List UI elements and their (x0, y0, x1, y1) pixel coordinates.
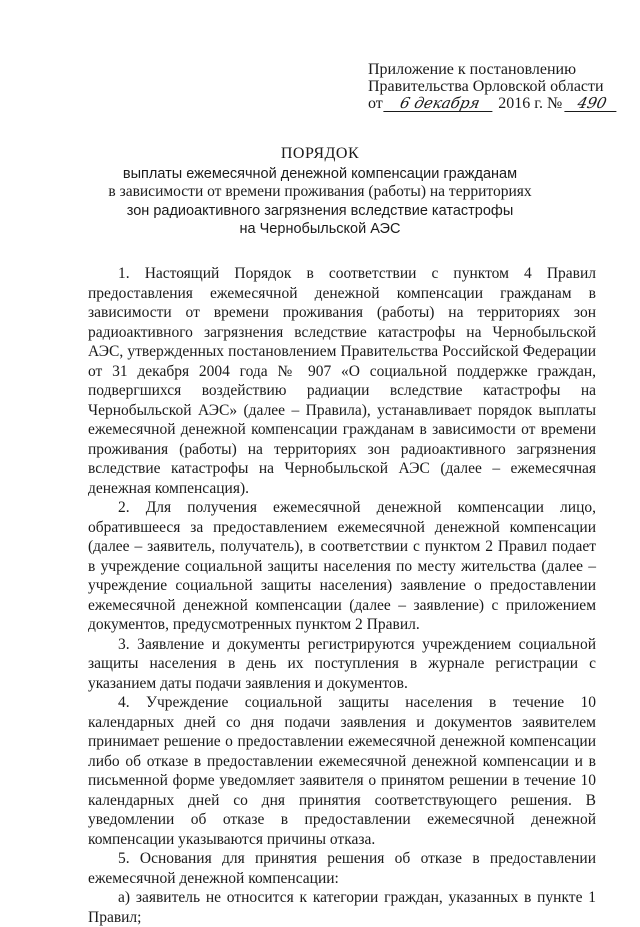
approval-line-2: Правительства Орловской области (368, 78, 604, 95)
document-body (88, 264, 596, 927)
paragraph-5a: а) заявитель не относится к категории граждан, указанных в пункте 1 Правил; (88, 889, 596, 926)
title-heading: ПОРЯДОК (280, 145, 360, 162)
paragraph-5: 5. Основания для принятия решения об отказе в предоставлении ежемесячной денежной компенсации: (88, 850, 596, 887)
approval-date-row (368, 95, 618, 112)
paragraph-1: 1. Настоящий Порядок в соответствии с пунктом 4 Правил предоставления ежемесячной денежной компенсации гражданам в зависимости от времени проживания (работы) на территориях зон радиоактивного загрязнения вследствие катастрофы на Чернобыльской АЭС, утвержденных постановлением Правительства Российской Федерации от 31 декабря 2004 года № 907 «О социальной поддержке граждан, подвергшихся воздействию радиации вследствие катастрофы на Чернобыльской АЭС» (далее – Правила), устанавливает порядок выплаты ежемесячной денежной компенсации гражданам в зависимости от времени проживания (работы) на территориях зон радиоактивного загрязнения вследствие катастрофы на Чернобыльской АЭС (далее – ежемесячная денежная компенсация). (88, 265, 596, 497)
paragraph-2: 2. Для получения ежемесячной денежной компенсации лицо, обратившееся за предоставлением ежемесячной денежной компенсации (далее – заявитель, получатель), в соответствии с пунктом 2 Правил подает в учреждение социальной защиты населения по месту жительства (далее – учреждение социальной защиты населения) заявление о предоставлении ежемесячной денежной компенсации (далее – заявление) с приложением документов, предусмотренных пунктом 2 Правил. (88, 499, 596, 633)
title-line-3: зон радиоактивного загрязнения вследствие катастрофы (126, 202, 514, 219)
paragraph-3: 3. Заявление и документы регистрируются учреждением социальной защиты населения в день их поступления в журнале регистрации с указанием даты подачи заявления и документов. (88, 635, 596, 692)
approval-line-1: Приложение к постановлению (368, 61, 577, 78)
title-line-2: в зависимости от времени проживания (работы) на территориях (108, 183, 532, 200)
title-line-4: на Чернобыльской АЭС (239, 221, 401, 237)
year-label: 2016 г. № (498, 95, 563, 112)
paragraph-4: 4. Учреждение социальной защиты населения в течение 10 календарных дней со дня подачи заявления и документов заявителем принимает решение о предоставлении ежемесячной денежной компенсации либо об отказе в предоставлении ежемесячной денежной компенсации и в письменной форме уведомляет заявителя о принятом решении в течение 10 календарных дней со дня принятия соответствующего решения. В уведомлении об отказе в предоставлении ежемесячной денежной компенсации указываются причины отказа. (88, 694, 596, 848)
document-title (0, 145, 640, 239)
approval-block (368, 61, 618, 112)
from-label: от (368, 95, 383, 112)
handwritten-number: 490 (565, 96, 620, 112)
handwritten-date: 6 декабря (383, 96, 496, 112)
title-line-1: выплаты ежемесячной денежной компенсации гражданам (122, 165, 518, 182)
